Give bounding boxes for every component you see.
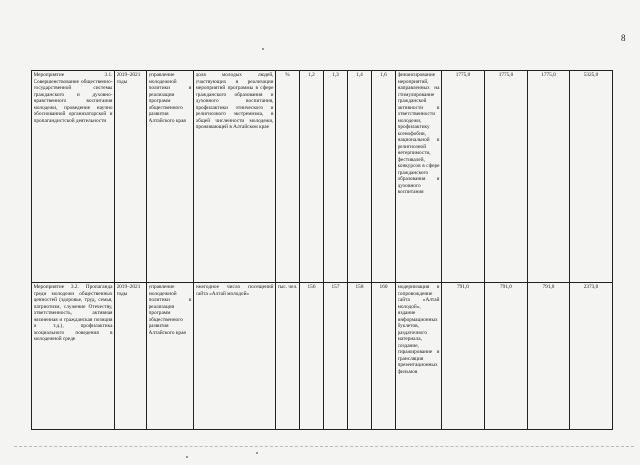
funding-total-cell: 2373,0 xyxy=(570,283,613,430)
table-row xyxy=(32,283,613,430)
indicator-value-cell: 158 xyxy=(348,283,372,430)
funding-cell: 791,0 xyxy=(528,283,570,430)
period-cell: 2019–2021 годы xyxy=(115,283,147,430)
indicator-value-cell: 156 xyxy=(300,283,324,430)
funding-cell: 791,0 xyxy=(485,283,528,430)
indicator-value-cell: 1,6 xyxy=(372,71,396,283)
scan-speck xyxy=(186,456,188,458)
unit-cell: % xyxy=(276,71,300,283)
indicator-cell: ежегодное число посещений сайта «Алтай молодой» xyxy=(194,283,276,430)
funding-cell: 791,0 xyxy=(442,283,485,430)
indicator-value-cell: 1,2 xyxy=(300,71,324,283)
funding-cell: 1775,0 xyxy=(528,71,570,283)
event-cell: Мероприятие 3.1. Совершенствование общественно-государственной системы гражданского и духовно-нравственного воспитания молодежи, проведение научно обоснованной организаторской и пропагандистской деятельности xyxy=(32,71,115,283)
executor-cell: управление молодежной политики и реализации программ общественного развития Алтайского края xyxy=(147,71,194,283)
event-cell: Мероприятие 3.2. Пропаганда среди молодежи общественных ценностей (здоровье, труд, семья, патриотизм, служение Отечеству, ответственность, активная жизненная и гражданская позиция и т.д.), профилактика асоциального поведения в молодежной среде xyxy=(32,283,115,430)
unit-cell: тыс. чел. xyxy=(276,283,300,430)
page-number: 8 xyxy=(621,33,626,43)
description-cell: финансирование мероприятий, направленных на стимулирование гражданской активности и ответственности молодежи, профилактику ксенофобии, национальной и религиозной нетерпимости, фестивалей, конкурсов в сфере гражданского образования и духовного воспитания xyxy=(396,71,442,283)
period-cell: 2019–2021 годы xyxy=(115,71,147,283)
table-row xyxy=(32,71,613,283)
executor-cell: управление молодежной политики и реализации программ общественного развития Алтайского края xyxy=(147,283,194,430)
scan-speck xyxy=(262,48,264,50)
description-cell: модернизация и сопровождение сайта «Алтай молодой», издание информационных буклетов, раздаточного материала, создание, тиражирование и трансляция презентационных фильмов xyxy=(396,283,442,430)
funding-total-cell: 5325,0 xyxy=(570,71,613,283)
scan-edge-line xyxy=(14,446,634,447)
scan-speck xyxy=(256,452,258,454)
program-events-table xyxy=(31,70,613,430)
funding-cell: 1775,0 xyxy=(442,71,485,283)
indicator-value-cell: 1,4 xyxy=(348,71,372,283)
indicator-value-cell: 160 xyxy=(372,283,396,430)
indicator-value-cell: 157 xyxy=(324,283,348,430)
indicator-value-cell: 1,3 xyxy=(324,71,348,283)
indicator-cell: доля молодых людей, участвующих в реализации мероприятий программы в сфере гражданского образования и духовного воспитания, профилактики этнического и религиозного экстремизма, в общей численности молодежи, проживающей в Алтайском крае xyxy=(194,71,276,283)
funding-cell: 1775,0 xyxy=(485,71,528,283)
